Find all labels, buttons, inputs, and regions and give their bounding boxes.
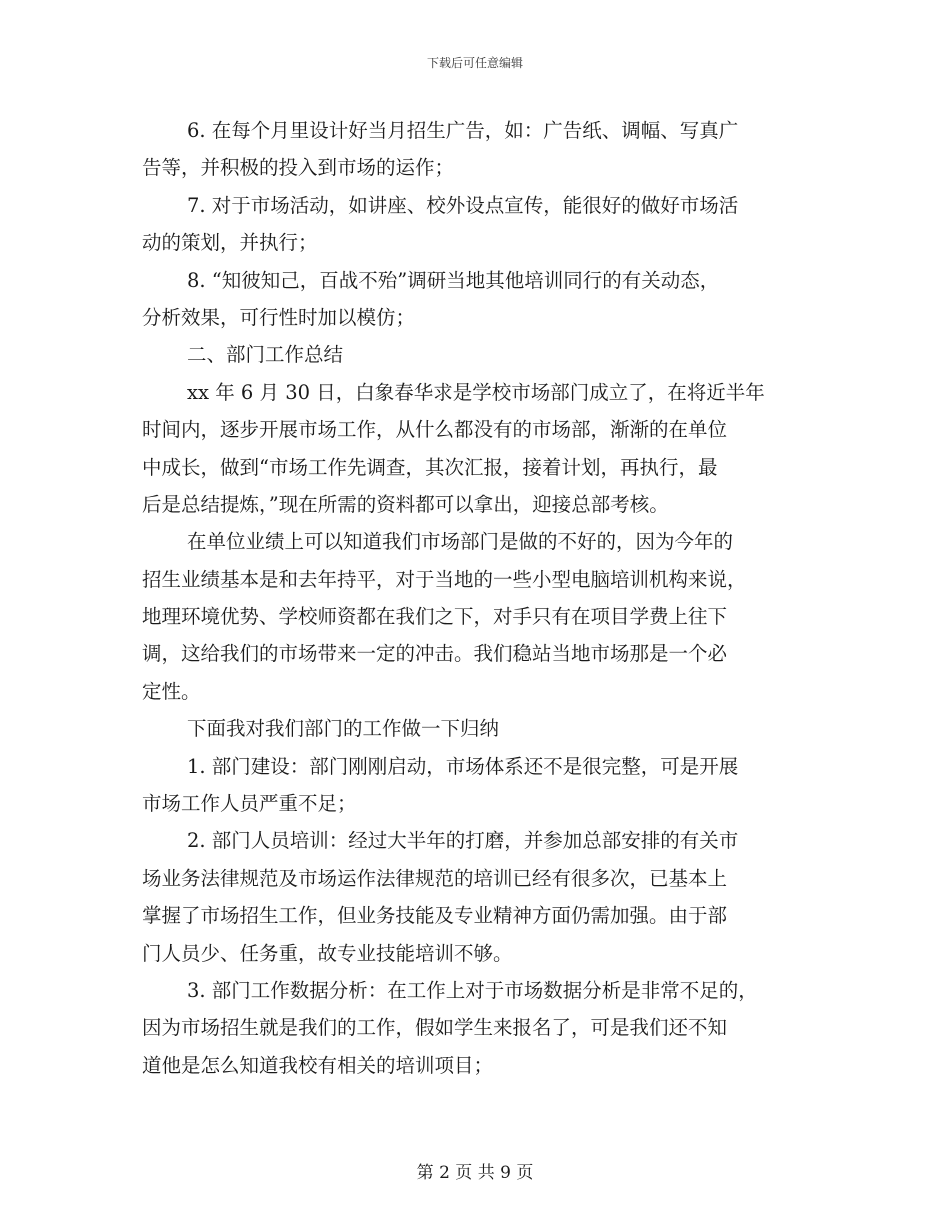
text-line: 掌握了市场招生工作，但业务技能及专业精神方面仍需加强。由于部 [142,904,728,928]
text-line: 8. “知彼知己，百战不殆”调研当地其他培训同行的有关动态， [187,268,720,292]
text-line: 告等，并积极的投入到市场的运作； [142,156,455,180]
text-line: 场业务法律规范及市场运作法律规范的培训已经有很多次，已基本上 [142,866,728,890]
page-footer: 第 2 页 共 9 页 [416,1163,534,1183]
text-line: 门人员少、任务重，故专业技能培训不够。 [142,941,513,965]
text-line: 时间内，逐步开展市场工作，从什么都没有的市场部，渐渐的在单位 [142,418,728,442]
text-line: 下面我对我们部门的工作做一下归纳 [187,717,500,741]
text-line: 2. 部门人员培训：经过大半年的打磨，并参加总部安排的有关市 [187,829,739,853]
text-line: 中成长，做到“市场工作先调查，其次汇报，接着计划，再执行，最 [142,455,718,479]
text-line: 后是总结提炼，”现在所需的资料都可以拿出，迎接总部考核。 [142,492,669,516]
document-body [142,112,814,1084]
text-line: 在单位业绩上可以知道我们市场部门是做的不好的，因为今年的 [187,530,734,554]
text-line: 招生业绩基本是和去年持平，对于当地的一些小型电脑培训机构来说， [142,567,747,591]
text-line: 地理环境优势、学校师资都在我们之下，对手只有在项目学费上往下 [142,605,728,629]
text-line: 1. 部门建设：部门刚刚启动，市场体系还不是很完整，可是开展 [187,754,739,778]
page-header: 下载后可任意编辑 [426,56,523,70]
text-line: 分析效果，可行性时加以模仿； [142,305,416,329]
text-line: 道他是怎么知道我校有相关的培训项目； [142,1053,494,1077]
text-line: xx 年 6 月 30 日，白象春华求是学校市场部门成立了，在将近半年 [187,380,765,404]
text-line: 调，这给我们的市场带来一定的冲击。我们稳站当地市场那是一个必 [142,642,728,666]
text-line: 因为市场招生就是我们的工作，假如学生来报名了，可是我们还不知 [142,1016,728,1040]
text-line: 二、部门工作总结 [187,343,344,367]
text-line: 7. 对于市场活动，如讲座、校外设点宣传，能很好的做好市场活 [187,193,739,217]
text-line: 3. 部门工作数据分析：在工作上对于市场数据分析是非常不足的， [187,978,758,1002]
text-line: 定性。 [142,679,201,703]
text-line: 动的策划，并执行； [142,231,318,255]
text-line: 6. 在每个月里设计好当月招生广告，如：广告纸、调幅、写真广 [187,119,739,142]
text-line: 市场工作人员严重不足； [142,792,357,816]
